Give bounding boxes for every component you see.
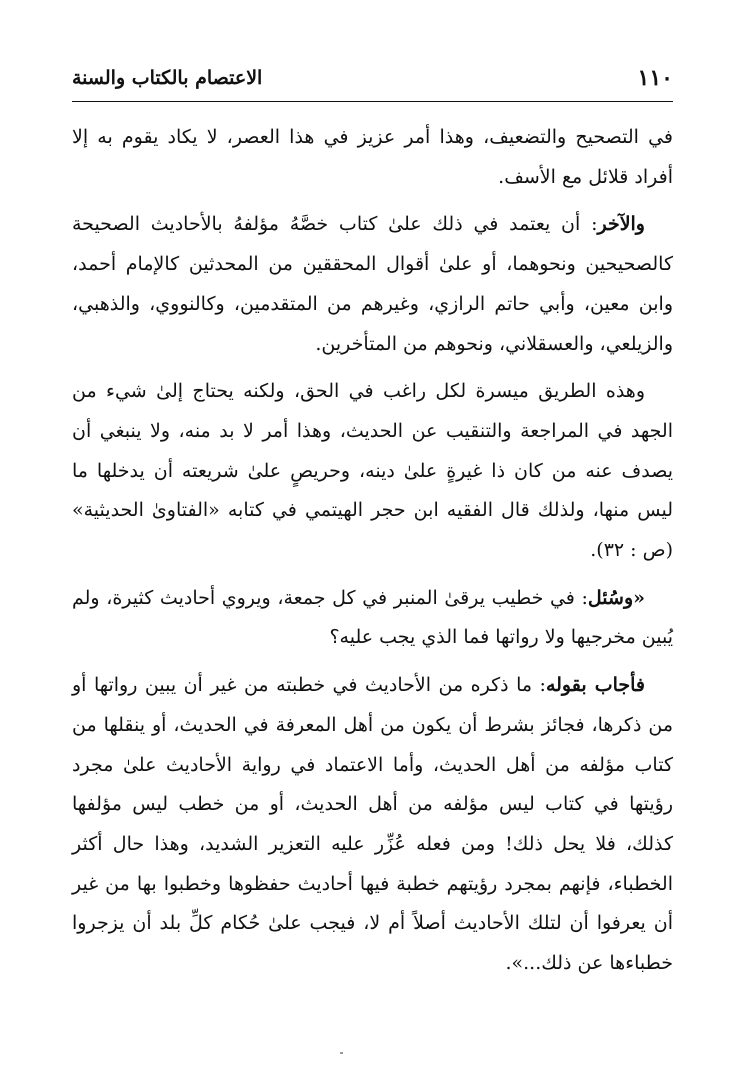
paragraph-1-text: في التصحيح والتضعيف، وهذا أمر عزيز في هذا العصر، لا يكاد يقوم به إلا أفراد قلائل مع الأسف. [72,126,673,188]
page-header [72,58,673,98]
page-number: ١١٠ [637,65,673,91]
paragraph-5 [72,666,673,984]
paragraph-5-text: : ما ذكره من الأحاديث في خطبته من غير أن يبين رواتها أو من ذكرها، فجائز بشرط أن يكون من أهل المعرفة في الحديث، أو ينقلها من كتاب مؤلفه من أهل الحديث، وأما الاعتماد في رواية الأحاديث علىٰ مجرد رؤيتها في كتاب ليس مؤلفه من أهل الحديث، أو من خطب ليس مؤلفها كذلك، فلا يحل ذلك! ومن فعله عُزِّر عليه التعزير الشديد، وهذا حال أكثر الخطباء، فإنهم بمجرد رؤيتهم خطبة فيها أحاديث حفظوها وخطبوا بها من غير أن يعرفوا أن لتلك الأحاديث أصلاً أم لا، فيجب علىٰ حُكام كلِّ بلد أن يزجروا خطباءها عن ذلك...». [72,674,673,975]
paragraph-3-text: وهذه الطريق ميسرة لكل راغب في الحق، ولكنه يحتاج إلىٰ شيء من الجهد في المراجعة والتنقيب عن الحديث، وهذا أمر لا بد منه، ولا ينبغي أن يصدف عنه من كان ذا غيرةٍ علىٰ دينه، وحريصٍ علىٰ شريعته أن يدخلها ما ليس منها، ولذلك قال الفقيه ابن حجر الهيتمي في كتابه «الفتاوىٰ الحديثية» (ص : ٣٢). [72,380,673,562]
paragraph-4-lead: «وسُئل [587,586,645,609]
paragraph-2 [72,205,673,364]
paragraph-3 [72,372,673,571]
scan-speck [340,1052,343,1054]
paragraph-4-text: : في خطيب يرقىٰ المنبر في كل جمعة، ويروي أحاديث كثيرة، ولم يُبين مخرجيها ولا رواتها فما الذي يجب عليه؟ [72,586,673,649]
header-rule [72,101,673,102]
paragraph-2-lead: والآخر [597,213,645,236]
paragraph-4 [72,579,673,658]
paragraph-2-text: : أن يعتمد في ذلك علىٰ كتاب خصَّهُ مؤلفهُ بالأحاديث الصحيحة كالصحيحين ونحوهما، أو علىٰ أقوال المحققين من المحدثين كالإمام أحمد، وابن معين، وأبي حاتم الرازي، وغيرهم من المتقدمين، وكالنووي، والذهبي، والزيلعي، والعسقلاني، ونحوهم من المتأخرين. [72,213,673,355]
running-title: الاعتصام بالكتاب والسنة [72,67,263,89]
paragraph-5-lead: فأجاب بقوله [545,674,645,697]
page-body [72,118,673,992]
paragraph-1 [72,118,673,197]
